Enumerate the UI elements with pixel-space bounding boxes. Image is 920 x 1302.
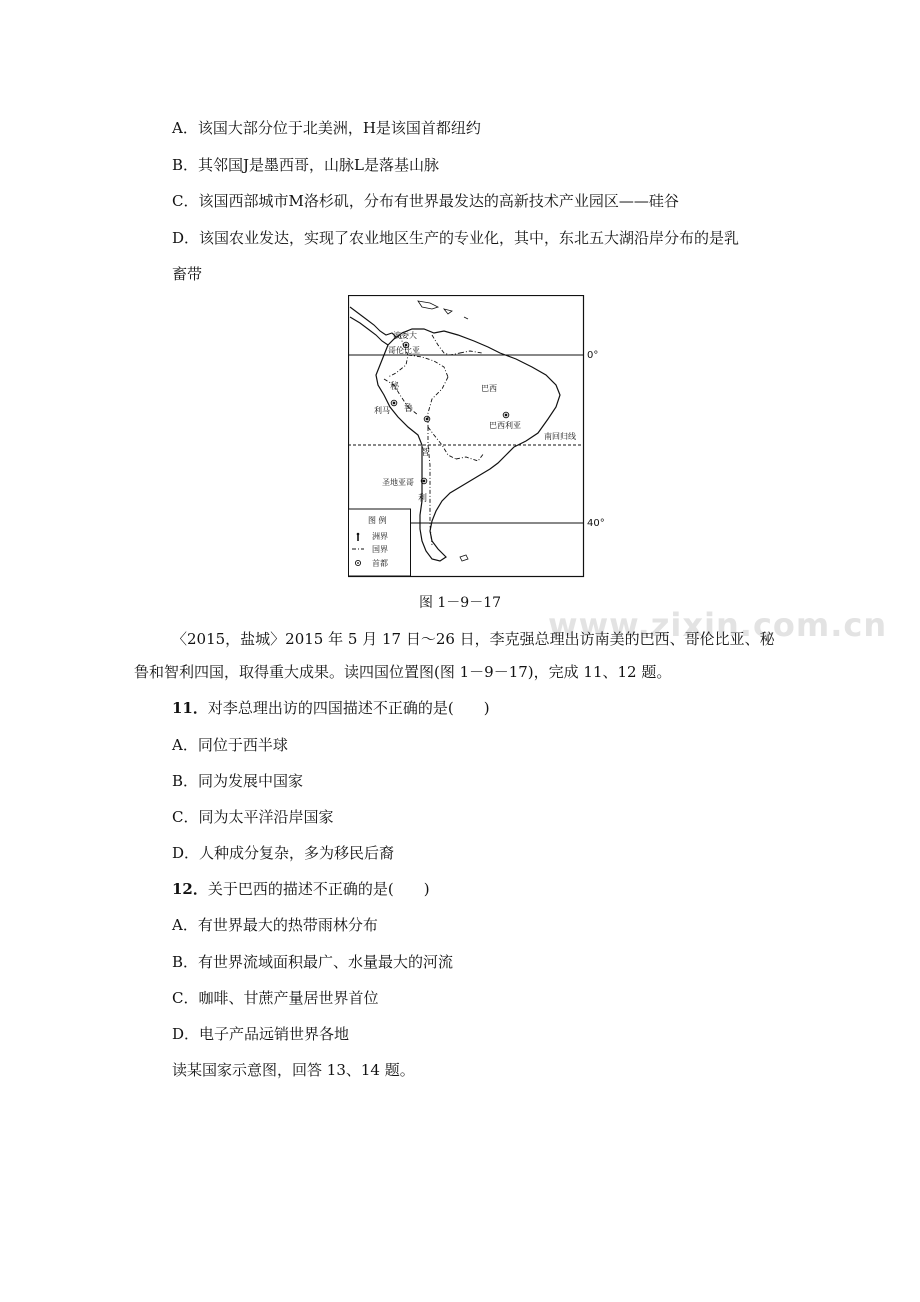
option-c-prev: C．该国西部城市M洛杉矶，分布有世界最发达的高新技术产业园区——硅谷 bbox=[172, 192, 679, 210]
intro-line-2: 鲁和智利四国，取得重大成果。读四国位置图(图 1－9－17)，完成 11、12 题。 bbox=[134, 663, 672, 681]
option-d-prev-continued: 畜带 bbox=[172, 265, 203, 283]
question-11 bbox=[172, 698, 490, 718]
question-12-number: 12． bbox=[172, 880, 208, 898]
label-chile-b: 利 bbox=[418, 494, 428, 504]
question-11-stem: 对李总理出访的四国描述不正确的是( ) bbox=[207, 699, 490, 717]
option-b-prev: B．其邻国J是墨西哥，山脉L是落基山脉 bbox=[172, 156, 439, 174]
question-12-stem: 关于巴西的描述不正确的是( ) bbox=[207, 880, 430, 898]
figure-caption: 图 1－9－17 bbox=[418, 595, 502, 611]
label-brazil: 巴西 bbox=[481, 384, 497, 393]
label-lima: 利马 bbox=[374, 406, 390, 415]
label-lat40-deg: 40° bbox=[587, 518, 605, 529]
option-a-prev: A．该国大部分位于北美洲，H是该国首都纽约 bbox=[172, 119, 481, 137]
legend-title: 图 例 bbox=[368, 516, 387, 525]
legend-continent-border: 洲界 bbox=[372, 532, 388, 541]
label-venezuela: 波委大 bbox=[393, 331, 417, 340]
legend-national-border: 国界 bbox=[372, 545, 388, 554]
question-12 bbox=[172, 879, 430, 899]
map-legend bbox=[349, 509, 411, 576]
label-brasilia: 巴西利亚 bbox=[489, 421, 521, 430]
q12-option-d: D．电子产品远销世界各地 bbox=[172, 1025, 350, 1043]
q11-option-b: B．同为发展中国家 bbox=[172, 772, 304, 790]
option-d-prev: D．该国农业发达，实现了农业地区生产的专业化，其中，东北五大湖沿岸分布的是乳 bbox=[172, 229, 740, 247]
label-colombia: 哥伦比亚 bbox=[388, 346, 420, 355]
closing-instruction: 读某国家示意图，回答 13、14 题。 bbox=[172, 1061, 415, 1079]
intro-line-1: 〈2015，盐城〉2015 年 5 月 17 日～26 日，李克强总理出访南美的巴西、哥伦比亚、秘 bbox=[172, 630, 775, 648]
label-santiago: 圣地亚哥 bbox=[382, 478, 414, 487]
q11-option-c: C．同为太平洋沿岸国家 bbox=[172, 808, 334, 826]
q12-option-c: C．咖啡、甘蔗产量居世界首位 bbox=[172, 989, 379, 1007]
label-chile-a: 智 bbox=[421, 448, 431, 458]
legend-capital: 首都 bbox=[372, 559, 388, 568]
q12-option-b: B．有世界流域面积最广、水量最大的河流 bbox=[172, 953, 454, 971]
label-peru-a: 秘 bbox=[390, 382, 400, 392]
q11-option-d: D．人种成分复杂，多为移民后裔 bbox=[172, 844, 395, 862]
watermark: www.zixin.com.cn bbox=[548, 606, 888, 644]
label-tropic: 南回归线 bbox=[544, 432, 576, 441]
label-equator-deg: 0° bbox=[587, 350, 599, 361]
q11-option-a: A．同位于西半球 bbox=[172, 736, 288, 754]
q12-option-a: A．有世界最大的热带雨林分布 bbox=[172, 916, 378, 934]
south-america-map bbox=[348, 295, 638, 579]
label-peru-b: 鲁 bbox=[404, 404, 414, 414]
question-11-number: 11． bbox=[172, 699, 208, 717]
